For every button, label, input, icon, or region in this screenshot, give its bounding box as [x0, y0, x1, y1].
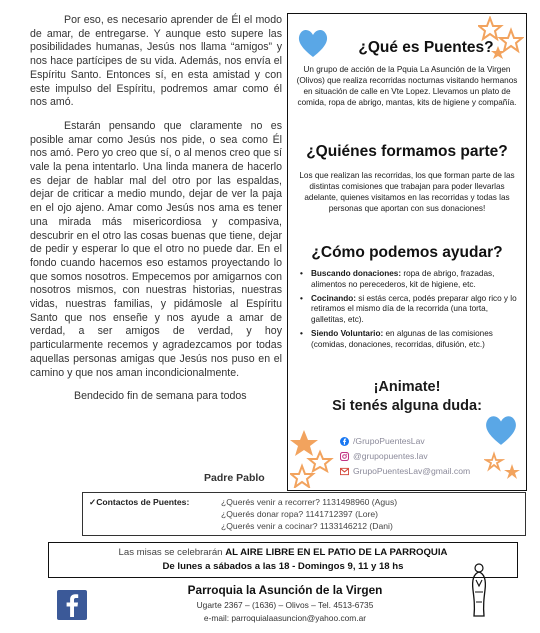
puentes-info-box [287, 13, 527, 491]
heart-icon [296, 26, 330, 60]
instagram-link-row[interactable]: @grupopuentes.lav [340, 449, 480, 464]
mass-schedule-box [48, 542, 518, 578]
gmail-icon [340, 467, 349, 476]
parish-email: e-mail: parroquialaasuncion@yahoo.com.ar [203, 613, 367, 623]
parish-info [150, 583, 420, 623]
mass-times: De lunes a sábados a las 18 - Domingos 9, 11 y 18 hs [162, 561, 404, 572]
list-item: • Buscando donaciones: ropa de abrigo, frazadas, alimentos no perecederos, kit de higiene, etc. [300, 269, 522, 291]
call-to-action [288, 378, 526, 416]
letter-paragraph-2: Estarán pensando que claramente no es posible amar como Jesús nos pide, o sea como Él nos amó. Pero yo creo que sí, o al menos creo que sí vale la pena intentarlo. Una linda manera de hacerlo es dejar de hablar mal del otro por las espaldas, dejar de criticar a medio mundo, dejar de ver la paja en el ojo ajeno. Amar como Jesús nos ama es tener una mirada más misericordiosa y compasiva, descubrir en el otro las cosas buenas que tiene, dejar de pedir y esperar lo que el otro no puede dar. En el fondo cuando hacemos eso estamos proyectando lo que somos nosotros. Empecemos por amigarnos con nosotros mismos, con nuestras historias, nuestras vidas, nuestras familias, y pidámosle al Espíritu Santo que nos enseñe y nos ayude a amar de verdad, a ser amigos de verdad, y hoy particularmente recemos y agradezcamos por todas aquellas personas amigas que Jesús nos puso en el camino y que nos aman incondicionalmente. [30, 119, 282, 379]
list-item: • Cocinando: si estás cerca, podés preparar algo rico y lo retiramos el mismo día de la recorrida (una torta, galletitas, etc). [300, 294, 522, 326]
question-how-to-help: ¿Cómo podemos ayudar? [311, 244, 503, 261]
animate-heading: ¡Animate! [373, 379, 441, 395]
instagram-icon [340, 452, 349, 461]
facebook-icon [340, 437, 349, 446]
virgin-mary-icon [466, 562, 492, 618]
parish-address: Ugarte 2367 – (1636) – Olivos – Tel. 4513-6735 [196, 600, 374, 610]
answer-who-we-are: Los que realizan las recorridas, los que forman parte de las distintas comisiones que trabajan para poder llevarlas adelante, quienes visitamos en las recorridas y todas las personas que aportan con sus donaciones! [299, 171, 515, 213]
contact-line-donar: ¿Querés donar ropa? 1141712397 (Lore) [221, 509, 379, 519]
facebook-icon[interactable] [57, 590, 87, 620]
question-who-we-are: ¿Quiénes formamos parte? [306, 143, 508, 160]
answer-what-is-puentes: Un grupo de acción de la Pquia La Asunción de la Virgen (Olivos) que realiza recorridas nocturnas visitando hermanos en situación de calle en Vte Lopez. Llevamos un plato de comida, ropa de abrigo, mantas, kits de higiene y compañía. [296, 65, 518, 107]
help-list [300, 269, 522, 354]
questions-heading: Si tenés alguna duda: [332, 398, 482, 414]
mass-announcement: Las misas se celebrarán AL AIRE LIBRE EN EL PATIO DE LA PARROQUIA [118, 547, 448, 558]
contacts-label: ✓Contactos de Puentes: [89, 497, 190, 507]
facebook-link-row[interactable]: /GrupoPuentesLav [340, 434, 480, 449]
letter-paragraph-1: Por eso, es necesario aprender de Él el modo de amar, de entregarse. Y aunque esto supere las posibilidades humanas, Jesús nos llama “amigos” y nos hace partícipes de su vida. Además, nos envía el Espíritu Santo. Entonces sí, en esta amistad y con este impulso del Espíritu, podremos amar como él nos amó. [30, 14, 282, 109]
parish-name: Parroquia la Asunción de la Virgen [187, 583, 383, 597]
letter-signature: Padre Pablo [204, 472, 265, 484]
list-item: • Siendo Voluntario: en algunas de las comisiones (comidas, donaciones, recorridas, difusión, etc.) [300, 329, 522, 351]
star-icon [484, 450, 524, 486]
contacts-box [82, 492, 526, 536]
question-what-is-puentes: ¿Qué es Puentes? [358, 39, 494, 56]
contact-line-cocinar: ¿Querés venir a cocinar? 1133146212 (Dani) [221, 521, 393, 531]
pastoral-letter [30, 14, 282, 408]
social-links [340, 434, 480, 479]
heart-icon [482, 412, 520, 448]
letter-closing: Bendecido fin de semana para todos [74, 390, 247, 403]
star-icon [290, 426, 340, 488]
email-link-row[interactable]: GrupoPuentesLav@gmail.com [340, 464, 480, 479]
contact-line-recorrer: ¿Querés venir a recorrer? 1131498960 (Agus) [221, 497, 398, 507]
